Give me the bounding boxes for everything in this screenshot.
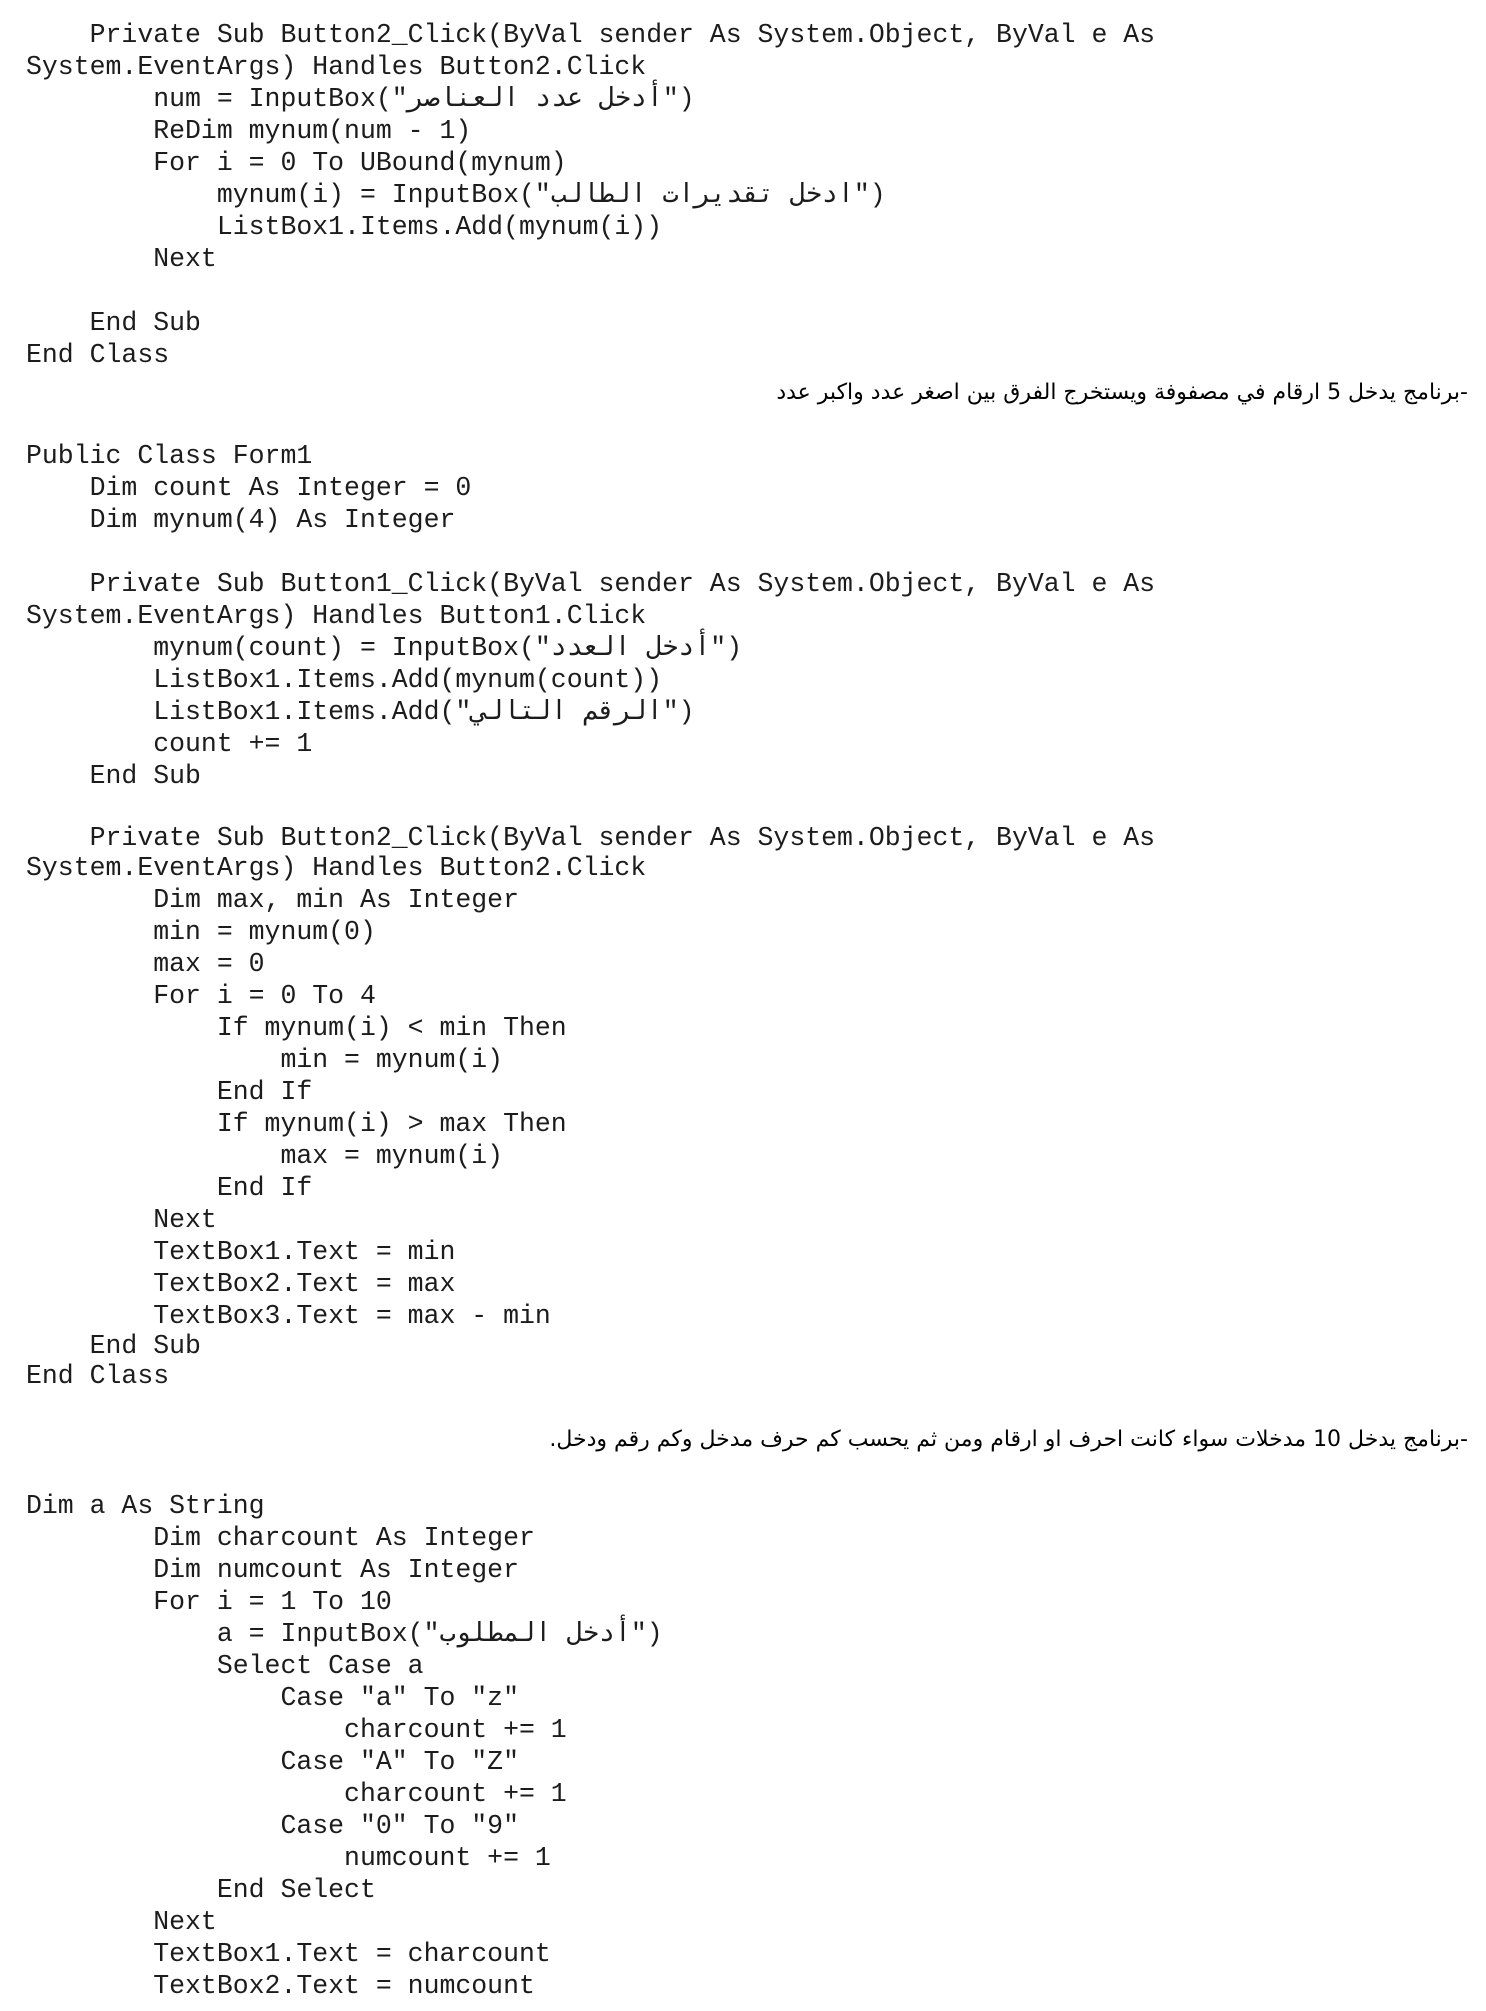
code-line: Dim max, min As Integer	[26, 885, 519, 915]
code-line: If mynum(i) < min Then	[26, 1013, 567, 1043]
code-line: For i = 1 To 10	[26, 1587, 392, 1617]
code-line: charcount += 1	[26, 1779, 567, 1809]
section-heading-min-max: -برنامج يدخل 5 ارقام في مصفوفة ويستخرج الفرق بين اصغر عدد واكبر عدد	[776, 380, 1468, 405]
code-line: If mynum(i) > max Then	[26, 1109, 567, 1139]
code-line: System.EventArgs) Handles Button2.Click	[26, 52, 647, 82]
code-line: End Sub	[26, 308, 201, 338]
code-line: TextBox2.Text = max	[26, 1269, 456, 1299]
code-line: charcount += 1	[26, 1715, 567, 1745]
code-line: System.EventArgs) Handles Button1.Click	[26, 601, 647, 631]
code-line: Dim count As Integer = 0	[26, 473, 472, 503]
code-line: End Class	[26, 340, 170, 370]
code-line: numcount += 1	[26, 1843, 551, 1873]
section-heading-char-count: -برنامج يدخل 10 مدخلات سواء كانت احرف او ارقام ومن ثم يحسب كم حرف مدخل وكم رقم ودخل.	[549, 1427, 1468, 1452]
code-line: min = mynum(i)	[26, 1045, 504, 1075]
code-line: End Class	[26, 1361, 170, 1391]
code-line: mynum(i) = InputBox("ادخل تقديرات الطالب")	[26, 180, 886, 210]
code-line: End If	[26, 1173, 313, 1203]
code-line: ReDim mynum(num - 1)	[26, 116, 472, 146]
code-line: Case "0" To "9"	[26, 1811, 519, 1841]
code-line: min = mynum(0)	[26, 917, 376, 947]
code-line: Private Sub Button2_Click(ByVal sender As System.Object, ByVal e As	[26, 823, 1156, 853]
code-line: Dim numcount As Integer	[26, 1555, 519, 1585]
code-line: num = InputBox("أدخل عدد العناصر")	[26, 84, 695, 114]
code-line: End If	[26, 1077, 313, 1107]
code-line: End Sub	[26, 1331, 201, 1361]
code-line: Dim a As String	[26, 1491, 265, 1521]
code-line: TextBox3.Text = max - min	[26, 1301, 551, 1331]
code-line: TextBox1.Text = charcount	[26, 1939, 551, 1969]
code-line: Next	[26, 1205, 217, 1235]
code-line: End Sub	[26, 761, 201, 791]
code-line: TextBox2.Text = numcount	[26, 1971, 535, 2001]
code-line: a = InputBox("أدخل المطلوب")	[26, 1619, 663, 1649]
code-line: mynum(count) = InputBox("أدخل العدد")	[26, 633, 743, 663]
code-line: End Select	[26, 1875, 376, 1905]
code-line: ListBox1.Items.Add(mynum(i))	[26, 212, 663, 242]
code-line: ListBox1.Items.Add(mynum(count))	[26, 665, 663, 695]
code-line: System.EventArgs) Handles Button2.Click	[26, 853, 647, 883]
code-line: Case "A" To "Z"	[26, 1747, 519, 1777]
code-line: Case "a" To "z"	[26, 1683, 519, 1713]
code-line: Private Sub Button1_Click(ByVal sender As System.Object, ByVal e As	[26, 569, 1156, 599]
code-line: Next	[26, 244, 217, 274]
code-line: max = mynum(i)	[26, 1141, 504, 1171]
code-line: Select Case a	[26, 1651, 424, 1681]
code-line: Dim mynum(4) As Integer	[26, 505, 456, 535]
code-line: count += 1	[26, 729, 313, 759]
code-line: Next	[26, 1907, 217, 1937]
code-line: max = 0	[26, 949, 265, 979]
code-line: Dim charcount As Integer	[26, 1523, 535, 1553]
code-line: ListBox1.Items.Add("الرقم التالي")	[26, 697, 695, 727]
code-line: For i = 0 To 4	[26, 981, 376, 1011]
code-line: Public Class Form1	[26, 441, 313, 471]
code-line: Private Sub Button2_Click(ByVal sender As System.Object, ByVal e As	[26, 20, 1156, 50]
code-line: For i = 0 To UBound(mynum)	[26, 148, 567, 178]
code-line: TextBox1.Text = min	[26, 1237, 456, 1267]
